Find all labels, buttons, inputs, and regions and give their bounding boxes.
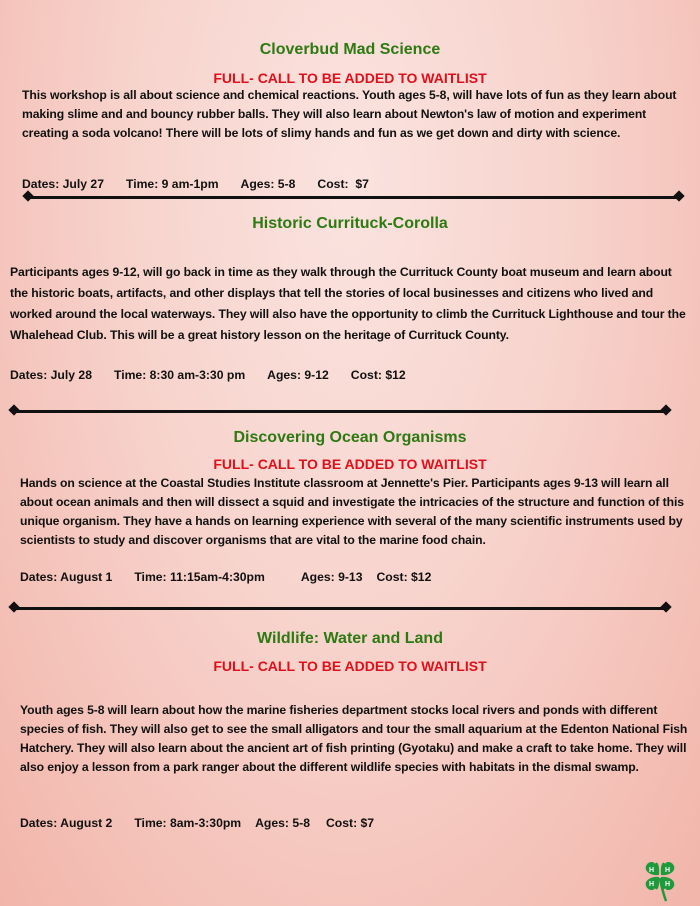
svg-text:H: H bbox=[649, 881, 655, 888]
svg-text:H: H bbox=[665, 867, 671, 874]
time: Time: 8:30 am-3:30 pm bbox=[113, 368, 246, 382]
program-title: Discovering Ocean Organisms bbox=[233, 429, 467, 446]
waitlist-notice: FULL- CALL TO BE ADDED TO WAITLIST bbox=[213, 658, 487, 674]
program-description: Hands on science at the Coastal Studies Institute classroom at Jennette's Pier. Participants ages 9-13 will learn all about ocean animals and then will dissect a squid and investigate the intricacies of the structure and function of this unique organism. They have a hands on learning experience with several of the many scientific instruments used by scientists to study and discover organisms that are vital to the marine food chain. bbox=[20, 476, 684, 547]
program-details bbox=[20, 816, 396, 830]
cost: Cost: $7 bbox=[326, 816, 375, 830]
cost: Cost: $7 bbox=[317, 177, 369, 191]
4h-clover-logo-icon bbox=[642, 858, 678, 902]
program-details bbox=[20, 570, 453, 584]
dates: Dates: July 27 bbox=[22, 177, 104, 191]
dates: Dates: August 2 bbox=[20, 816, 113, 830]
waitlist-notice: FULL- CALL TO BE ADDED TO WAITLIST bbox=[213, 456, 487, 472]
program-title: Wildlife: Water and Land bbox=[257, 630, 443, 647]
ages: Ages: 5-8 bbox=[255, 816, 310, 830]
program-details bbox=[10, 368, 428, 382]
dates: Dates: August 1 bbox=[20, 570, 113, 584]
dates: Dates: July 28 bbox=[10, 368, 92, 382]
section-divider bbox=[14, 410, 666, 413]
ages: Ages: 5-8 bbox=[240, 177, 296, 191]
cost: Cost: $12 bbox=[350, 368, 406, 382]
time: Time: 9 am-1pm bbox=[125, 177, 219, 191]
svg-text:H: H bbox=[649, 867, 655, 874]
program-title: Cloverbud Mad Science bbox=[259, 41, 441, 58]
program-details bbox=[22, 177, 391, 191]
ages: Ages: 9-12 bbox=[267, 368, 329, 382]
program-description: This workshop is all about science and chemical reactions. Youth ages 5-8, will have lots of fun as they learn about making slime and and bouncy rubber balls. They will also learn about Newton's law of motion and experiment creating a soda volcano! There will be lots of slimy hands and fun as we get down and dirty with science. bbox=[22, 88, 677, 140]
time: Time: 8am-3:30pm bbox=[134, 816, 242, 830]
section-divider bbox=[28, 196, 679, 199]
time: Time: 11:15am-4:30pm bbox=[134, 570, 265, 584]
section-divider bbox=[14, 607, 666, 610]
program-description: Youth ages 5-8 will learn about how the marine fisheries department stocks local rivers and ponds with different species of fish. They will also get to see the small alligators and tour the small aquarium at the Edenton National Fish Hatchery. They will also learn about the ancient art of fish printing (Gyotaku) and make a craft to take home. They will also enjoy a lesson from a park ranger about the different wildlife species with habitats in the dismal swamp. bbox=[20, 703, 688, 774]
cost: Cost: $12 bbox=[376, 570, 432, 584]
svg-text:H: H bbox=[665, 881, 671, 888]
program-title: Historic Currituck-Corolla bbox=[252, 215, 448, 232]
ages: Ages: 9-13 bbox=[300, 570, 363, 584]
program-description: Participants ages 9-12, will go back in time as they walk through the Currituck County boat museum and learn about the historic boats, artifacts, and other displays that tell the stories of local businesses and citizens who lived and worked around the local waterways. They will also have the opportunity to climb the Currituck Lighthouse and tour the Whalehead Club. This will be a great history lesson on the heritage of Currituck County. bbox=[10, 265, 686, 342]
waitlist-notice: FULL- CALL TO BE ADDED TO WAITLIST bbox=[213, 70, 487, 86]
